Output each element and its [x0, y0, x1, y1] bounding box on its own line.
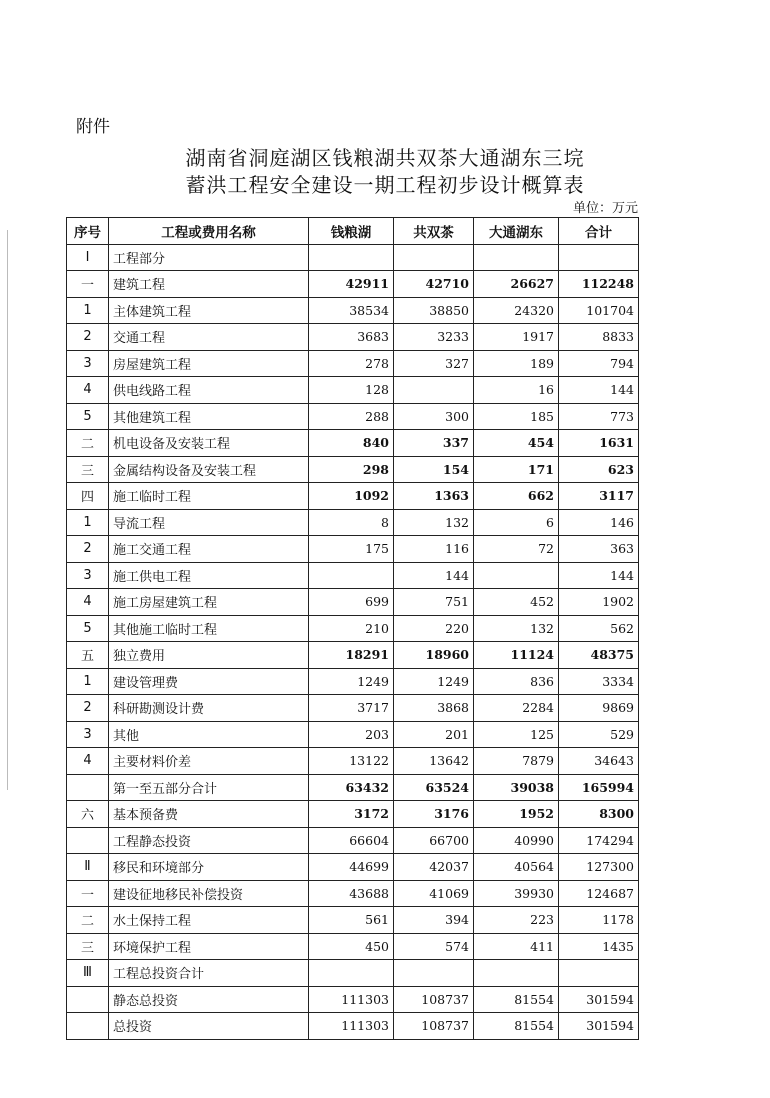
cell-seq [67, 986, 109, 1013]
cell-qlh: 3172 [309, 801, 394, 828]
cell-name: 工程静态投资 [109, 827, 309, 854]
cell-total: 529 [559, 721, 639, 748]
cell-total: 8833 [559, 324, 639, 351]
cell-seq [67, 774, 109, 801]
cell-seq: 五 [67, 642, 109, 669]
cell-total: 562 [559, 615, 639, 642]
cell-total: 301594 [559, 1013, 639, 1040]
cell-dth: 40564 [474, 854, 559, 881]
cell-dth: 132 [474, 615, 559, 642]
header-datonghudong: 大通湖东 [474, 218, 559, 245]
table-row [67, 536, 639, 563]
cell-total: 146 [559, 509, 639, 536]
cell-seq: 5 [67, 615, 109, 642]
cell-name: 环境保护工程 [109, 933, 309, 960]
cell-dth: 223 [474, 907, 559, 934]
table-row [67, 748, 639, 775]
cell-gsc: 38850 [394, 297, 474, 324]
cell-dth: 411 [474, 933, 559, 960]
table-row [67, 774, 639, 801]
table-row [67, 668, 639, 695]
cell-seq: Ⅰ [67, 244, 109, 271]
cell-name: 基本预备费 [109, 801, 309, 828]
cell-seq: 5 [67, 403, 109, 430]
cell-gsc: 327 [394, 350, 474, 377]
cell-gsc: 132 [394, 509, 474, 536]
cell-gsc [394, 377, 474, 404]
table-row [67, 1013, 639, 1040]
cell-gsc: 1363 [394, 483, 474, 510]
cell-name: 交通工程 [109, 324, 309, 351]
header-item-name: 工程或费用名称 [109, 218, 309, 245]
table-row [67, 642, 639, 669]
cell-qlh: 298 [309, 456, 394, 483]
cell-total: 112248 [559, 271, 639, 298]
cell-total: 144 [559, 377, 639, 404]
cell-dth: 26627 [474, 271, 559, 298]
cell-seq: 4 [67, 377, 109, 404]
cell-gsc: 63524 [394, 774, 474, 801]
table-row [67, 403, 639, 430]
cell-name: 房屋建筑工程 [109, 350, 309, 377]
cell-dth: 39038 [474, 774, 559, 801]
cell-seq: 一 [67, 880, 109, 907]
cell-name: 水土保持工程 [109, 907, 309, 934]
cell-total: 101704 [559, 297, 639, 324]
cell-gsc: 116 [394, 536, 474, 563]
table-row [67, 880, 639, 907]
cell-total: 174294 [559, 827, 639, 854]
table-row [67, 483, 639, 510]
cell-total: 144 [559, 562, 639, 589]
cell-gsc: 3233 [394, 324, 474, 351]
document-title-line-1: 湖南省洞庭湖区钱粮湖共双茶大通湖东三垸 [185, 146, 585, 170]
cell-total: 165994 [559, 774, 639, 801]
cell-gsc: 394 [394, 907, 474, 934]
cell-total: 127300 [559, 854, 639, 881]
cell-qlh: 278 [309, 350, 394, 377]
table-row [67, 589, 639, 616]
cell-dth: 454 [474, 430, 559, 457]
cell-dth: 11124 [474, 642, 559, 669]
cell-gsc: 41069 [394, 880, 474, 907]
document-title-line-2: 蓄洪工程安全建设一期工程初步设计概算表 [185, 173, 585, 197]
cell-gsc: 751 [394, 589, 474, 616]
cell-dth: 81554 [474, 1013, 559, 1040]
cell-name: 其他施工临时工程 [109, 615, 309, 642]
cell-name: 施工交通工程 [109, 536, 309, 563]
cell-qlh: 3683 [309, 324, 394, 351]
cell-name: 建设管理费 [109, 668, 309, 695]
cell-qlh: 63432 [309, 774, 394, 801]
cell-total: 1435 [559, 933, 639, 960]
cell-dth: 836 [474, 668, 559, 695]
cell-name: 第一至五部分合计 [109, 774, 309, 801]
cell-gsc: 154 [394, 456, 474, 483]
cell-name: 其他 [109, 721, 309, 748]
cell-name: 主要材料价差 [109, 748, 309, 775]
cell-seq: 三 [67, 933, 109, 960]
cell-seq: 2 [67, 324, 109, 351]
cell-gsc: 220 [394, 615, 474, 642]
cell-name: 建设征地移民补偿投资 [109, 880, 309, 907]
header-seq: 序号 [67, 218, 109, 245]
cell-qlh: 699 [309, 589, 394, 616]
table-row [67, 509, 639, 536]
cell-gsc: 42037 [394, 854, 474, 881]
cell-qlh: 18291 [309, 642, 394, 669]
table-header-row [67, 218, 639, 245]
cell-name: 金属结构设备及安装工程 [109, 456, 309, 483]
table-row [67, 854, 639, 881]
cell-gsc: 13642 [394, 748, 474, 775]
table-row [67, 456, 639, 483]
cell-total: 1902 [559, 589, 639, 616]
scan-edge-line [7, 230, 8, 790]
cell-name: 机电设备及安装工程 [109, 430, 309, 457]
cell-dth: 452 [474, 589, 559, 616]
cell-dth: 2284 [474, 695, 559, 722]
cell-total: 3117 [559, 483, 639, 510]
cell-dth: 662 [474, 483, 559, 510]
cell-gsc: 337 [394, 430, 474, 457]
cell-gsc [394, 244, 474, 271]
cell-dth: 7879 [474, 748, 559, 775]
cell-seq: 3 [67, 721, 109, 748]
cell-dth: 185 [474, 403, 559, 430]
cell-qlh: 128 [309, 377, 394, 404]
cell-seq: 1 [67, 509, 109, 536]
cell-qlh: 175 [309, 536, 394, 563]
cell-seq: 二 [67, 430, 109, 457]
cell-seq: 1 [67, 297, 109, 324]
cell-total: 8300 [559, 801, 639, 828]
table-row [67, 827, 639, 854]
cell-total: 34643 [559, 748, 639, 775]
cell-dth: 1952 [474, 801, 559, 828]
cell-dth: 39930 [474, 880, 559, 907]
cell-qlh: 8 [309, 509, 394, 536]
cell-qlh: 38534 [309, 297, 394, 324]
table-row [67, 986, 639, 1013]
cell-dth: 24320 [474, 297, 559, 324]
cell-seq: 2 [67, 536, 109, 563]
cell-total: 48375 [559, 642, 639, 669]
cell-name: 科研勘测设计费 [109, 695, 309, 722]
cell-seq [67, 1013, 109, 1040]
table-row [67, 721, 639, 748]
cell-seq: 二 [67, 907, 109, 934]
cell-qlh: 203 [309, 721, 394, 748]
cell-gsc: 42710 [394, 271, 474, 298]
cell-gsc: 144 [394, 562, 474, 589]
cell-qlh: 111303 [309, 1013, 394, 1040]
cell-dth: 125 [474, 721, 559, 748]
cell-seq: 三 [67, 456, 109, 483]
table-row [67, 430, 639, 457]
table-row [67, 907, 639, 934]
table-body [67, 244, 639, 1039]
cell-dth: 6 [474, 509, 559, 536]
cell-gsc: 1249 [394, 668, 474, 695]
cell-seq: Ⅱ [67, 854, 109, 881]
cell-total [559, 960, 639, 987]
table-row [67, 271, 639, 298]
cell-dth: 189 [474, 350, 559, 377]
cell-seq: 六 [67, 801, 109, 828]
cell-qlh: 3717 [309, 695, 394, 722]
cell-name: 工程总投资合计 [109, 960, 309, 987]
cell-dth [474, 562, 559, 589]
cell-gsc: 300 [394, 403, 474, 430]
cell-dth [474, 960, 559, 987]
table-row [67, 244, 639, 271]
cell-qlh: 1092 [309, 483, 394, 510]
cell-gsc [394, 960, 474, 987]
cell-total: 1178 [559, 907, 639, 934]
cell-name: 工程部分 [109, 244, 309, 271]
cell-qlh: 111303 [309, 986, 394, 1013]
cell-name: 主体建筑工程 [109, 297, 309, 324]
cell-qlh: 44699 [309, 854, 394, 881]
cell-total: 773 [559, 403, 639, 430]
cell-total: 301594 [559, 986, 639, 1013]
cell-name: 导流工程 [109, 509, 309, 536]
cell-dth: 40990 [474, 827, 559, 854]
cell-gsc: 108737 [394, 1013, 474, 1040]
cell-qlh: 43688 [309, 880, 394, 907]
cell-seq: 四 [67, 483, 109, 510]
cell-total: 363 [559, 536, 639, 563]
cell-qlh [309, 960, 394, 987]
cell-gsc: 574 [394, 933, 474, 960]
table-row [67, 324, 639, 351]
cell-gsc: 201 [394, 721, 474, 748]
table-row [67, 933, 639, 960]
attachment-label: 附件 [76, 117, 110, 137]
cell-gsc: 66700 [394, 827, 474, 854]
cell-qlh: 561 [309, 907, 394, 934]
cell-name: 移民和环境部分 [109, 854, 309, 881]
cell-qlh: 66604 [309, 827, 394, 854]
cell-dth: 171 [474, 456, 559, 483]
header-total: 合计 [559, 218, 639, 245]
cell-total: 794 [559, 350, 639, 377]
unit-label: 单位：万元 [572, 201, 638, 216]
cell-gsc: 3176 [394, 801, 474, 828]
cell-seq: 4 [67, 589, 109, 616]
cell-name: 总投资 [109, 1013, 309, 1040]
cell-name: 施工临时工程 [109, 483, 309, 510]
table-row [67, 350, 639, 377]
cell-seq: 3 [67, 562, 109, 589]
cell-name: 静态总投资 [109, 986, 309, 1013]
cell-qlh: 450 [309, 933, 394, 960]
table-row [67, 615, 639, 642]
table-row [67, 695, 639, 722]
budget-estimate-table [66, 217, 639, 1040]
cell-seq: 一 [67, 271, 109, 298]
cell-qlh: 42911 [309, 271, 394, 298]
cell-dth: 16 [474, 377, 559, 404]
table-row [67, 562, 639, 589]
cell-seq: Ⅲ [67, 960, 109, 987]
cell-total: 623 [559, 456, 639, 483]
cell-seq: 4 [67, 748, 109, 775]
cell-gsc: 3868 [394, 695, 474, 722]
cell-qlh: 288 [309, 403, 394, 430]
cell-name: 其他建筑工程 [109, 403, 309, 430]
cell-gsc: 108737 [394, 986, 474, 1013]
cell-gsc: 18960 [394, 642, 474, 669]
cell-total [559, 244, 639, 271]
cell-qlh [309, 562, 394, 589]
cell-seq: 1 [67, 668, 109, 695]
cell-total: 9869 [559, 695, 639, 722]
cell-name: 供电线路工程 [109, 377, 309, 404]
cell-seq: 2 [67, 695, 109, 722]
cell-name: 施工房屋建筑工程 [109, 589, 309, 616]
header-gongshuangcha: 共双茶 [394, 218, 474, 245]
cell-total: 124687 [559, 880, 639, 907]
cell-qlh: 210 [309, 615, 394, 642]
cell-total: 1631 [559, 430, 639, 457]
cell-dth [474, 244, 559, 271]
cell-dth: 1917 [474, 324, 559, 351]
cell-seq: 3 [67, 350, 109, 377]
cell-name: 独立费用 [109, 642, 309, 669]
cell-qlh [309, 244, 394, 271]
header-qianlianghu: 钱粮湖 [309, 218, 394, 245]
cell-qlh: 13122 [309, 748, 394, 775]
cell-dth: 72 [474, 536, 559, 563]
cell-seq [67, 827, 109, 854]
cell-dth: 81554 [474, 986, 559, 1013]
table-row [67, 960, 639, 987]
cell-qlh: 840 [309, 430, 394, 457]
cell-total: 3334 [559, 668, 639, 695]
cell-qlh: 1249 [309, 668, 394, 695]
table-row [67, 297, 639, 324]
table-row [67, 801, 639, 828]
cell-name: 施工供电工程 [109, 562, 309, 589]
cell-name: 建筑工程 [109, 271, 309, 298]
table-row [67, 377, 639, 404]
